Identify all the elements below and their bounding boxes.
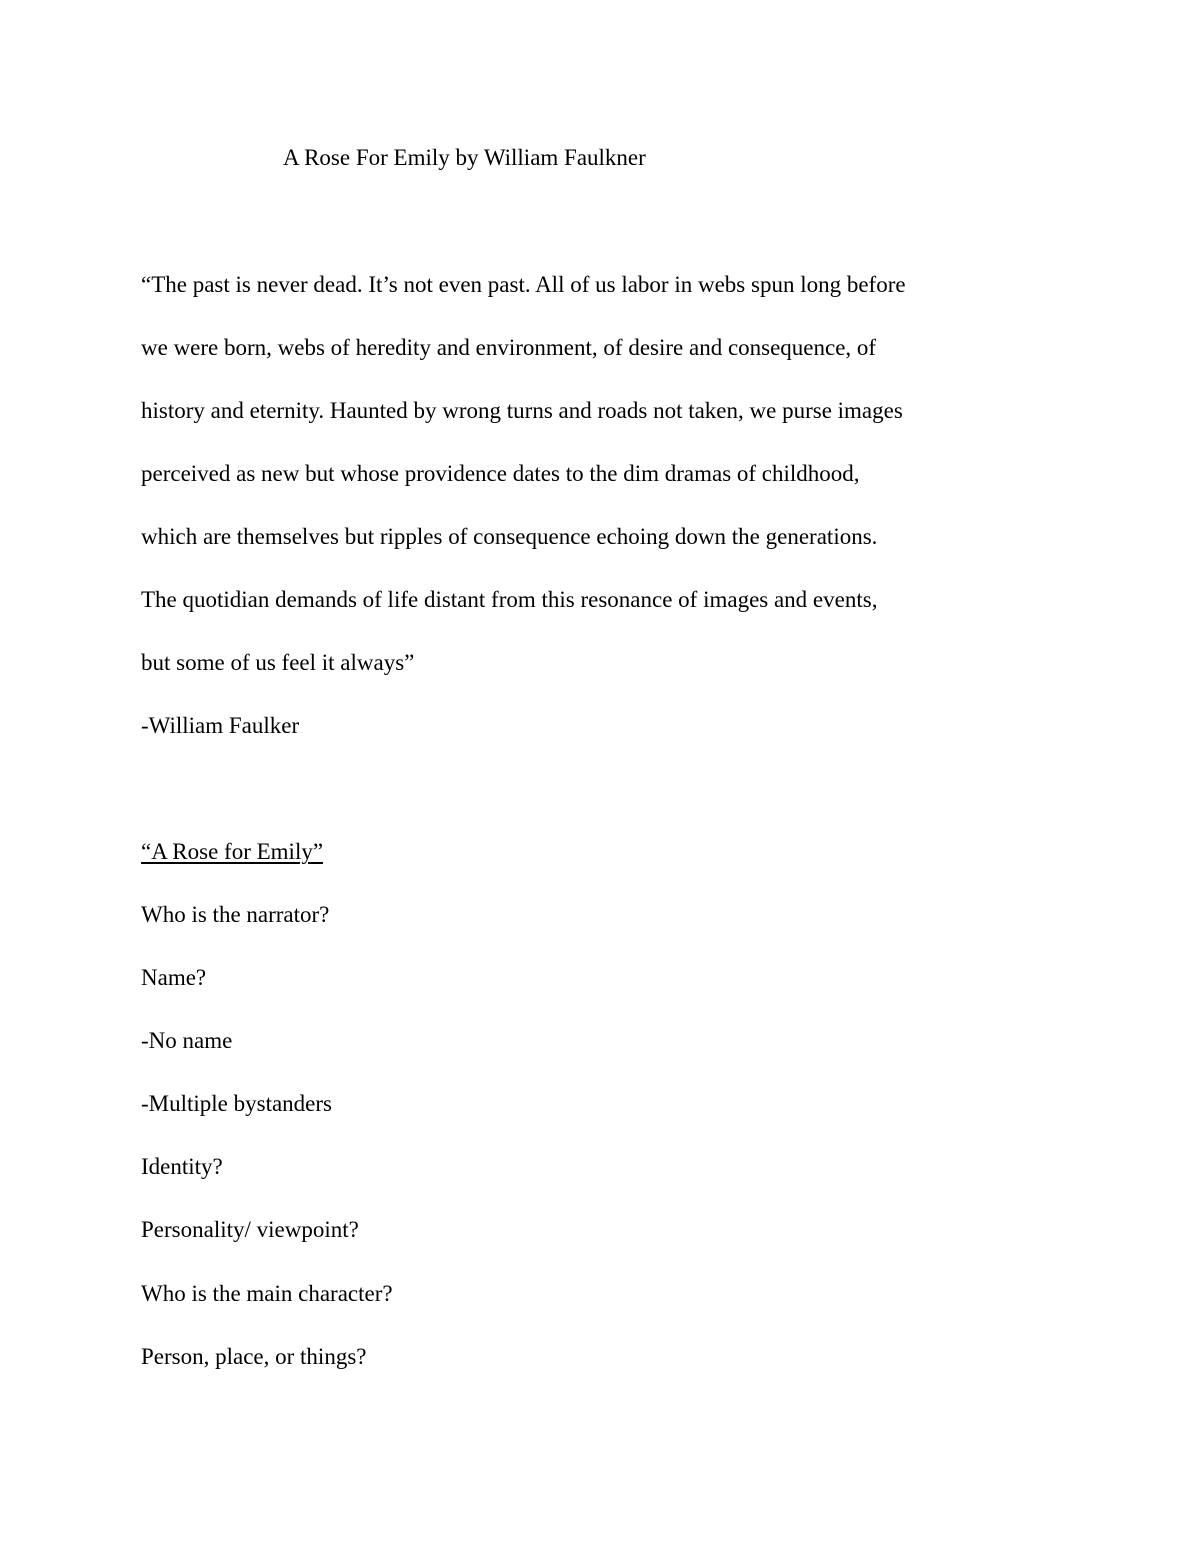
note-line: Who is the main character? bbox=[141, 1281, 393, 1306]
quote-line: but some of us feel it always” bbox=[141, 650, 415, 675]
quote-line: we were born, webs of heredity and environment, of desire and consequence, of bbox=[141, 335, 877, 360]
quote-line: The quotidian demands of life distant from this resonance of images and events, bbox=[141, 587, 878, 612]
note-line: Person, place, or things? bbox=[141, 1344, 367, 1369]
note-line: -Multiple bystanders bbox=[141, 1091, 332, 1116]
quote-line: history and eternity. Haunted by wrong turns and roads not taken, we purse images bbox=[141, 398, 903, 423]
section-heading: “A Rose for Emily” bbox=[141, 839, 324, 864]
note-line: -No name bbox=[141, 1028, 233, 1053]
quote-line: “The past is never dead. It’s not even past. All of us labor in webs spun long before bbox=[141, 272, 906, 297]
note-line: Identity? bbox=[141, 1154, 223, 1179]
document-title: A Rose For Emily by William Faulkner bbox=[283, 145, 646, 170]
quote-line: perceived as new but whose providence dates to the dim dramas of childhood, bbox=[141, 461, 860, 486]
quote-line: which are themselves but ripples of consequence echoing down the generations. bbox=[141, 524, 878, 549]
note-line: Personality/ viewpoint? bbox=[141, 1217, 359, 1242]
note-line: Name? bbox=[141, 965, 207, 990]
note-line: Who is the narrator? bbox=[141, 902, 330, 927]
quote-attribution: -William Faulker bbox=[141, 713, 300, 738]
